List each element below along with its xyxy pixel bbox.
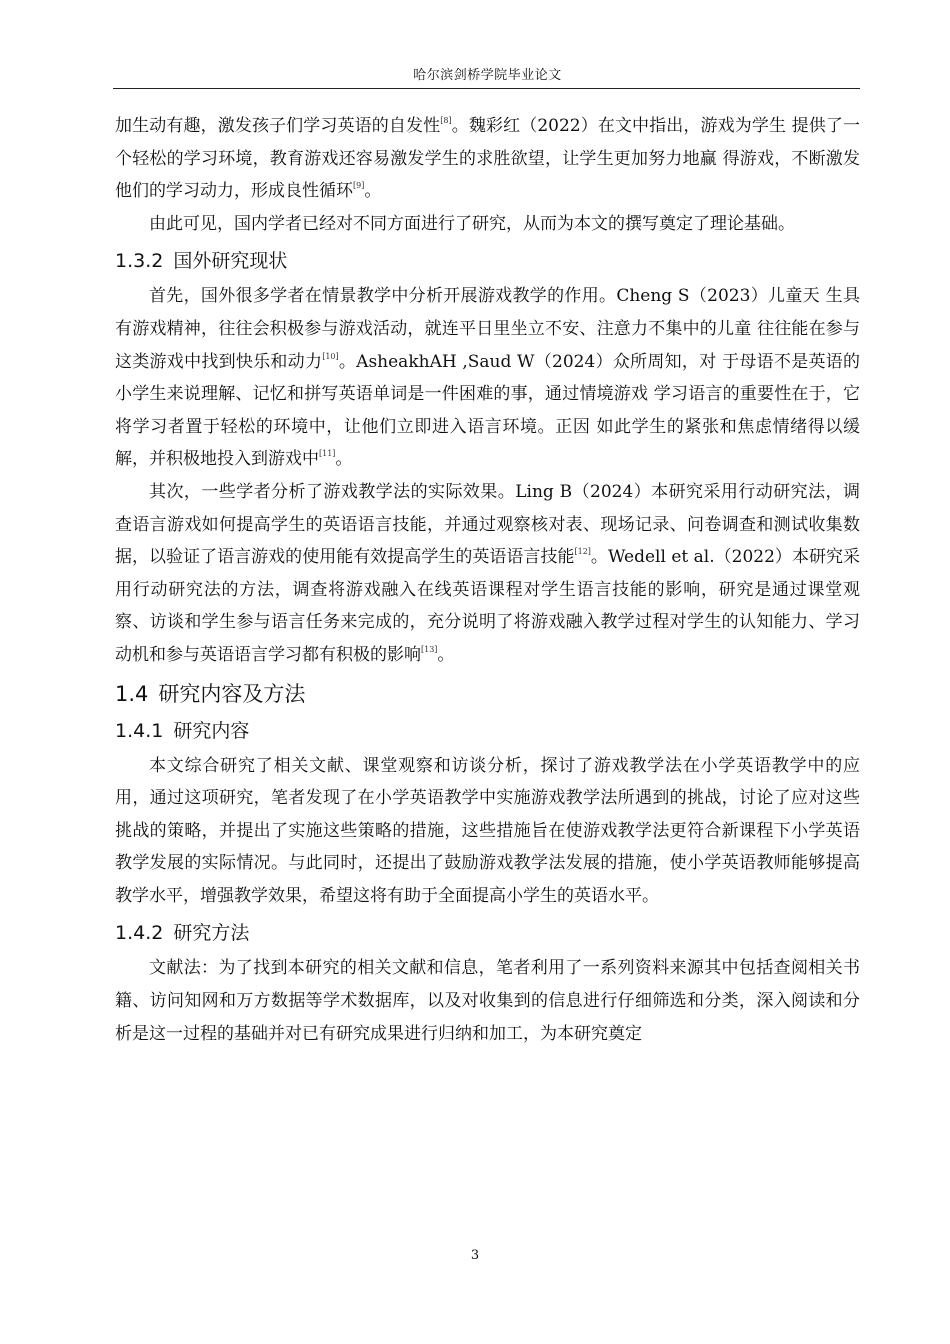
citation-12: [12] — [574, 547, 591, 557]
citation-11: [11] — [319, 449, 336, 459]
paragraph-6: 文献法：为了找到本研究的相关文献和信息，笔者利用了一系列资料来源其中包括查阅相关书籍、访问知网和万方数据等学术数据库，以及对收集到的信息进行仔细筛选和分类，深入阅读和分析是这一过程的基础并对已有研究成果进行归纳和加工，为本研究奠定 — [115, 958, 860, 1044]
page-number: 3 — [470, 1248, 480, 1263]
citation-8: [8] — [440, 116, 452, 125]
citation-9: [9] — [353, 181, 365, 191]
paragraph-4: 其次，一些学者分析了游戏教学法的实际效果。Ling B（2024）本研究采用行动研究法，调查语言游戏如何提高学生的英语语言技能，并通过观察核对表、现场记录、问卷调查和测试收集数据，以验证了语言游戏的使用能有效提高学生的英语语言技能[12]。Wedell et al.（2022）本研究采用行动研究法的方法，调查将游戏融入在线英语课程对学生语言技能的影响，研究是通过课堂观察、访谈和学生参与语言任务来完成的，充分说明了将游戏融入教学过程对学生的认知能力、学习动机和参与英语语言学习都有积极的影响[13]。 — [115, 481, 861, 665]
paragraph-1: 加生动有趣，激发孩子们学习英语的自发性[8]。魏彩红（2022）在文中指出，游戏为学生 提供了一个轻松的学习环境，教育游戏还容易激发学生的求胜欲望，让学生更加努力地赢 得游戏，不断激发他们的学习动力，形成良性循环[9]。 — [115, 116, 861, 202]
paragraph-2: 由此可见，国内学者已经对不同方面进行了研究，从而为本文的撰写奠定了理论基础。 — [149, 213, 795, 234]
heading-1-3-2: 1.3.2 国外研究现状 — [115, 250, 288, 273]
body-content — [115, 110, 860, 1050]
citation-10: [10] — [322, 351, 339, 361]
header-rule — [113, 88, 860, 89]
paragraph-5: 本文综合研究了相关文献、课堂观察和访谈分析，探讨了游戏教学法在小学英语教学中的应用，通过这项研究，笔者发现了在小学英语教学中实施游戏教学法所遇到的挑战，讨论了应对这些挑战的策略，并提出了实施这些策略的措施，这些措施旨在使游戏教学法更符合新课程下小学英语教学发展的实际情况。与此同时，还提出了鼓励游戏教学法发展的措施，使小学英语教师能够提高教学水平，增强教学效果，希望这将有助于全面提高小学生的英语水平。 — [115, 755, 860, 906]
heading-1-4-2: 1.4.2 研究方法 — [115, 922, 250, 945]
heading-1-4: 1.4 研究内容及方法 — [115, 681, 306, 706]
running-header: 哈尔滨剑桥学院毕业论文 — [413, 68, 562, 83]
paragraph-3: 首先，国外很多学者在情景教学中分析开展游戏教学的作用。Cheng S（2023）儿童天 生具有游戏精神，往往会积极参与游戏活动，就连平日里坐立不安、注意力不集中的儿童 往往能在参与这类游戏中找到快乐和动力[10]。AsheakhAH ,Saud W（2024）众所周知，对 于母语不是英语的小学生来说理解、记忆和拼写英语单词是一件困难的事，通过情境游戏 学习语言的重要性在于，它将学习者置于轻松的环境中，让他们立即进入语言环境。正因 如此学生的紧张和焦虑情绪得以缓解，并积极地投入到游戏中[11]。 — [115, 286, 860, 470]
citation-13: [13] — [421, 644, 438, 654]
heading-1-4-1: 1.4.1 研究内容 — [115, 719, 250, 742]
